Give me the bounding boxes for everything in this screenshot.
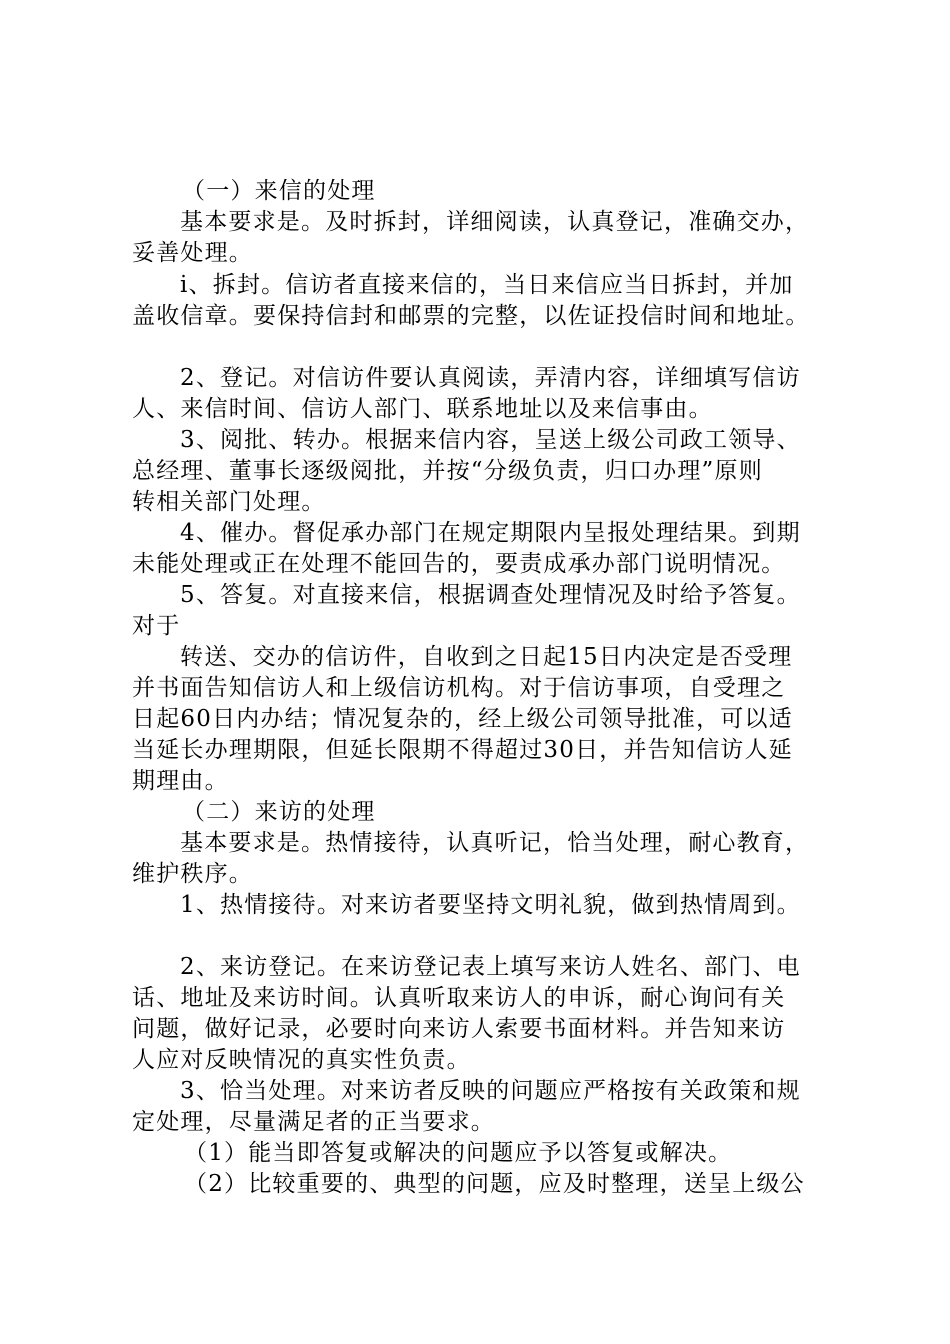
text-line: 期理由。 (132, 768, 229, 794)
text-line: 2、登记。对信访件要认真阅读，弄清内容，详细填写信访 (180, 365, 801, 391)
text-line: 基本要求是。及时拆封，详细阅读，认真登记，准确交办， (180, 209, 810, 235)
text-line: i、拆封。信访者直接来信的，当日来信应当日拆封，并加 (180, 272, 794, 298)
text-line: 未能处理或正在处理不能回告的，要责成承办部门说明情况。 (132, 551, 786, 577)
text-line: 并书面告知信访人和上级信访机构。对于信访事项，自受理之 (132, 675, 786, 701)
text-line: 问题，做好记录，必要时向来访人索要书面材料。并告知来访 (132, 1016, 786, 1042)
text-line: 维护秩序。 (132, 861, 253, 887)
text-line: 总经理、董事长逐级阅批，并按“分级负责，归口办理”原则 (132, 458, 763, 484)
text-line: 4、催办。督促承办部门在规定期限内呈报处理结果。到期 (180, 520, 801, 546)
text-line: 人、来信时间、信访人部门、联系地址以及来信事由。 (132, 396, 713, 422)
text-line: 3、阅批、转办。根据来信内容，呈送上级公司政工领导、 (180, 427, 801, 453)
text-line: 5、答复。对直接来信，根据调查处理情况及时给予答复。 (180, 582, 801, 608)
text-line: 日起60日内办结；情况复杂的，经上级公司领导批准，可以适 (132, 706, 793, 732)
section-heading-letters: （一）来信的处理 (182, 178, 376, 204)
text-line: 当延长办理期限，但延长限期不得超过30日，并告知信访人延 (132, 737, 793, 763)
text-line: 转送、交办的信访件，自收到之日起15日内决定是否受理 (180, 644, 793, 670)
text-line: （2）比较重要的、典型的问题，应及时整理，送呈上级公 (184, 1171, 805, 1197)
text-line: 人应对反映情况的真实性负责。 (132, 1047, 471, 1073)
text-line: 2、来访登记。在来访登记表上填写来访人姓名、部门、电 (180, 954, 801, 980)
text-line: 转相关部门处理。 (132, 489, 326, 515)
text-line: 定处理，尽量满足者的正当要求。 (132, 1109, 495, 1135)
text-line: 妥善处理。 (132, 240, 253, 266)
text-line: （1）能当即答复或解决的问题应予以答复或解决。 (184, 1140, 733, 1166)
text-line: 对于 (132, 613, 181, 639)
text-line: 3、恰当处理。对来访者反映的问题应严格按有关政策和规 (180, 1078, 801, 1104)
text-line: 盖收信章。要保持信封和邮票的完整，以佐证投信时间和地址。 (132, 303, 810, 329)
text-line: 话、地址及来访时间。认真听取来访人的申诉，耐心询问有关 (132, 985, 786, 1011)
text-line: 1、热情接待。对来访者要坚持文明礼貌，做到热情周到。 (180, 892, 801, 918)
text-line: 基本要求是。热情接待，认真听记，恰当处理，耐心教育， (180, 830, 810, 856)
section-heading-visits: （二）来访的处理 (182, 799, 376, 825)
